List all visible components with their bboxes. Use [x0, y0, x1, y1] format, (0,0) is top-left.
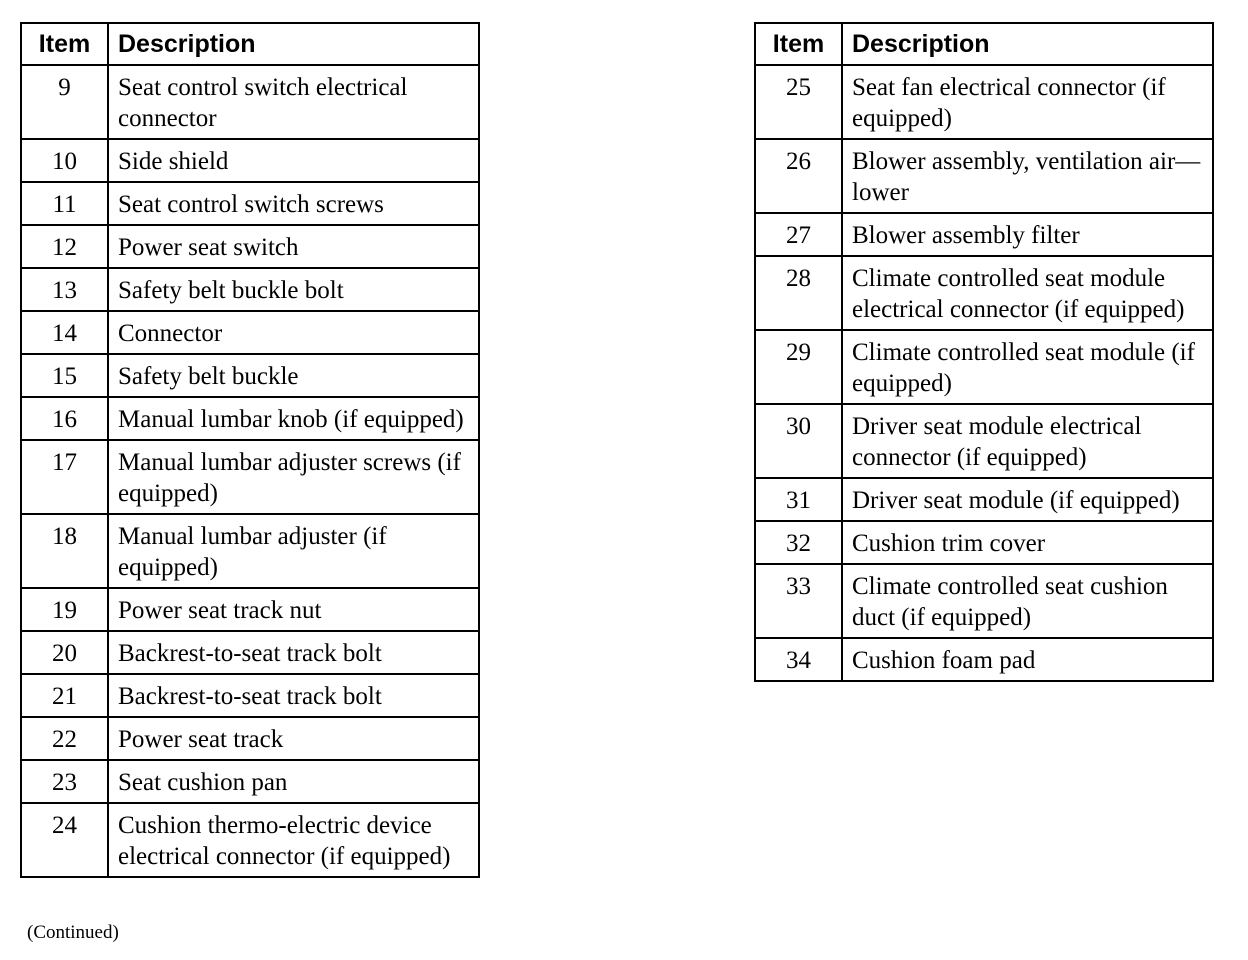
- table-row: [21, 760, 479, 803]
- table-row: [21, 588, 479, 631]
- item-description: Cushion foam pad: [842, 638, 1213, 681]
- item-number: 31: [755, 478, 842, 521]
- table-row: [21, 354, 479, 397]
- item-number: 10: [21, 139, 108, 182]
- item-number: 23: [21, 760, 108, 803]
- item-description: Manual lumbar adjuster screws (if equipped): [108, 440, 479, 514]
- table-row: [755, 404, 1213, 478]
- table-row: [755, 638, 1213, 681]
- description-column-header: Description: [108, 23, 479, 65]
- item-number: 28: [755, 256, 842, 330]
- item-description: Seat control switch screws: [108, 182, 479, 225]
- table-row: [755, 521, 1213, 564]
- parts-table-left-body: [21, 65, 479, 877]
- item-number: 20: [21, 631, 108, 674]
- item-number: 25: [755, 65, 842, 139]
- parts-table-left: [20, 22, 480, 878]
- item-description: Power seat switch: [108, 225, 479, 268]
- table-row: [21, 803, 479, 877]
- item-description: Manual lumbar adjuster (if equipped): [108, 514, 479, 588]
- table-row: [21, 397, 479, 440]
- item-description: Manual lumbar knob (if equipped): [108, 397, 479, 440]
- item-description: Safety belt buckle bolt: [108, 268, 479, 311]
- item-number: 11: [21, 182, 108, 225]
- item-description: Climate controlled seat cushion duct (if equipped): [842, 564, 1213, 638]
- item-description: Power seat track: [108, 717, 479, 760]
- item-description: Climate controlled seat module (if equipped): [842, 330, 1213, 404]
- item-description: Driver seat module electrical connector (if equipped): [842, 404, 1213, 478]
- table-row: [21, 268, 479, 311]
- table-row: [21, 717, 479, 760]
- table-row: [21, 139, 479, 182]
- item-number: 30: [755, 404, 842, 478]
- item-column-header: Item: [21, 23, 108, 65]
- table-row: [21, 311, 479, 354]
- item-number: 14: [21, 311, 108, 354]
- item-description: Cushion trim cover: [842, 521, 1213, 564]
- item-description: Driver seat module (if equipped): [842, 478, 1213, 521]
- item-description: Seat fan electrical connector (if equipped): [842, 65, 1213, 139]
- item-number: 9: [21, 65, 108, 139]
- table-row: [21, 674, 479, 717]
- item-number: 12: [21, 225, 108, 268]
- item-number: 18: [21, 514, 108, 588]
- item-number: 34: [755, 638, 842, 681]
- table-row: [755, 478, 1213, 521]
- table-row: [755, 139, 1213, 213]
- item-number: 24: [21, 803, 108, 877]
- table-row: [21, 514, 479, 588]
- item-number: 33: [755, 564, 842, 638]
- item-description: Side shield: [108, 139, 479, 182]
- table-row: [21, 225, 479, 268]
- item-number: 26: [755, 139, 842, 213]
- table-row: [21, 65, 479, 139]
- item-description: Connector: [108, 311, 479, 354]
- parts-table-right: [754, 22, 1214, 682]
- item-number: 29: [755, 330, 842, 404]
- table-row: [21, 631, 479, 674]
- table-row: [755, 330, 1213, 404]
- item-number: 32: [755, 521, 842, 564]
- item-number: 22: [21, 717, 108, 760]
- header-row: [21, 23, 479, 65]
- item-description: Blower assembly, ventilation air—lower: [842, 139, 1213, 213]
- item-description: Cushion thermo-electric device electrical connector (if equipped): [108, 803, 479, 877]
- table-row: [21, 440, 479, 514]
- parts-table-right-body: [755, 65, 1213, 681]
- item-number: 16: [21, 397, 108, 440]
- item-number: 19: [21, 588, 108, 631]
- item-column-header: Item: [755, 23, 842, 65]
- item-description: Seat control switch electrical connector: [108, 65, 479, 139]
- description-column-header: Description: [842, 23, 1213, 65]
- table-row: [755, 564, 1213, 638]
- item-description: Blower assembly filter: [842, 213, 1213, 256]
- item-number: 17: [21, 440, 108, 514]
- table-row: [755, 213, 1213, 256]
- table-row: [755, 65, 1213, 139]
- item-description: Backrest-to-seat track bolt: [108, 674, 479, 717]
- item-number: 13: [21, 268, 108, 311]
- item-description: Backrest-to-seat track bolt: [108, 631, 479, 674]
- item-description: Safety belt buckle: [108, 354, 479, 397]
- item-description: Power seat track nut: [108, 588, 479, 631]
- table-row: [755, 256, 1213, 330]
- item-description: Climate controlled seat module electrical connector (if equipped): [842, 256, 1213, 330]
- table-row: [21, 182, 479, 225]
- item-number: 21: [21, 674, 108, 717]
- item-number: 15: [21, 354, 108, 397]
- item-description: Seat cushion pan: [108, 760, 479, 803]
- item-number: 27: [755, 213, 842, 256]
- continued-note: (Continued): [27, 922, 119, 943]
- header-row: [755, 23, 1213, 65]
